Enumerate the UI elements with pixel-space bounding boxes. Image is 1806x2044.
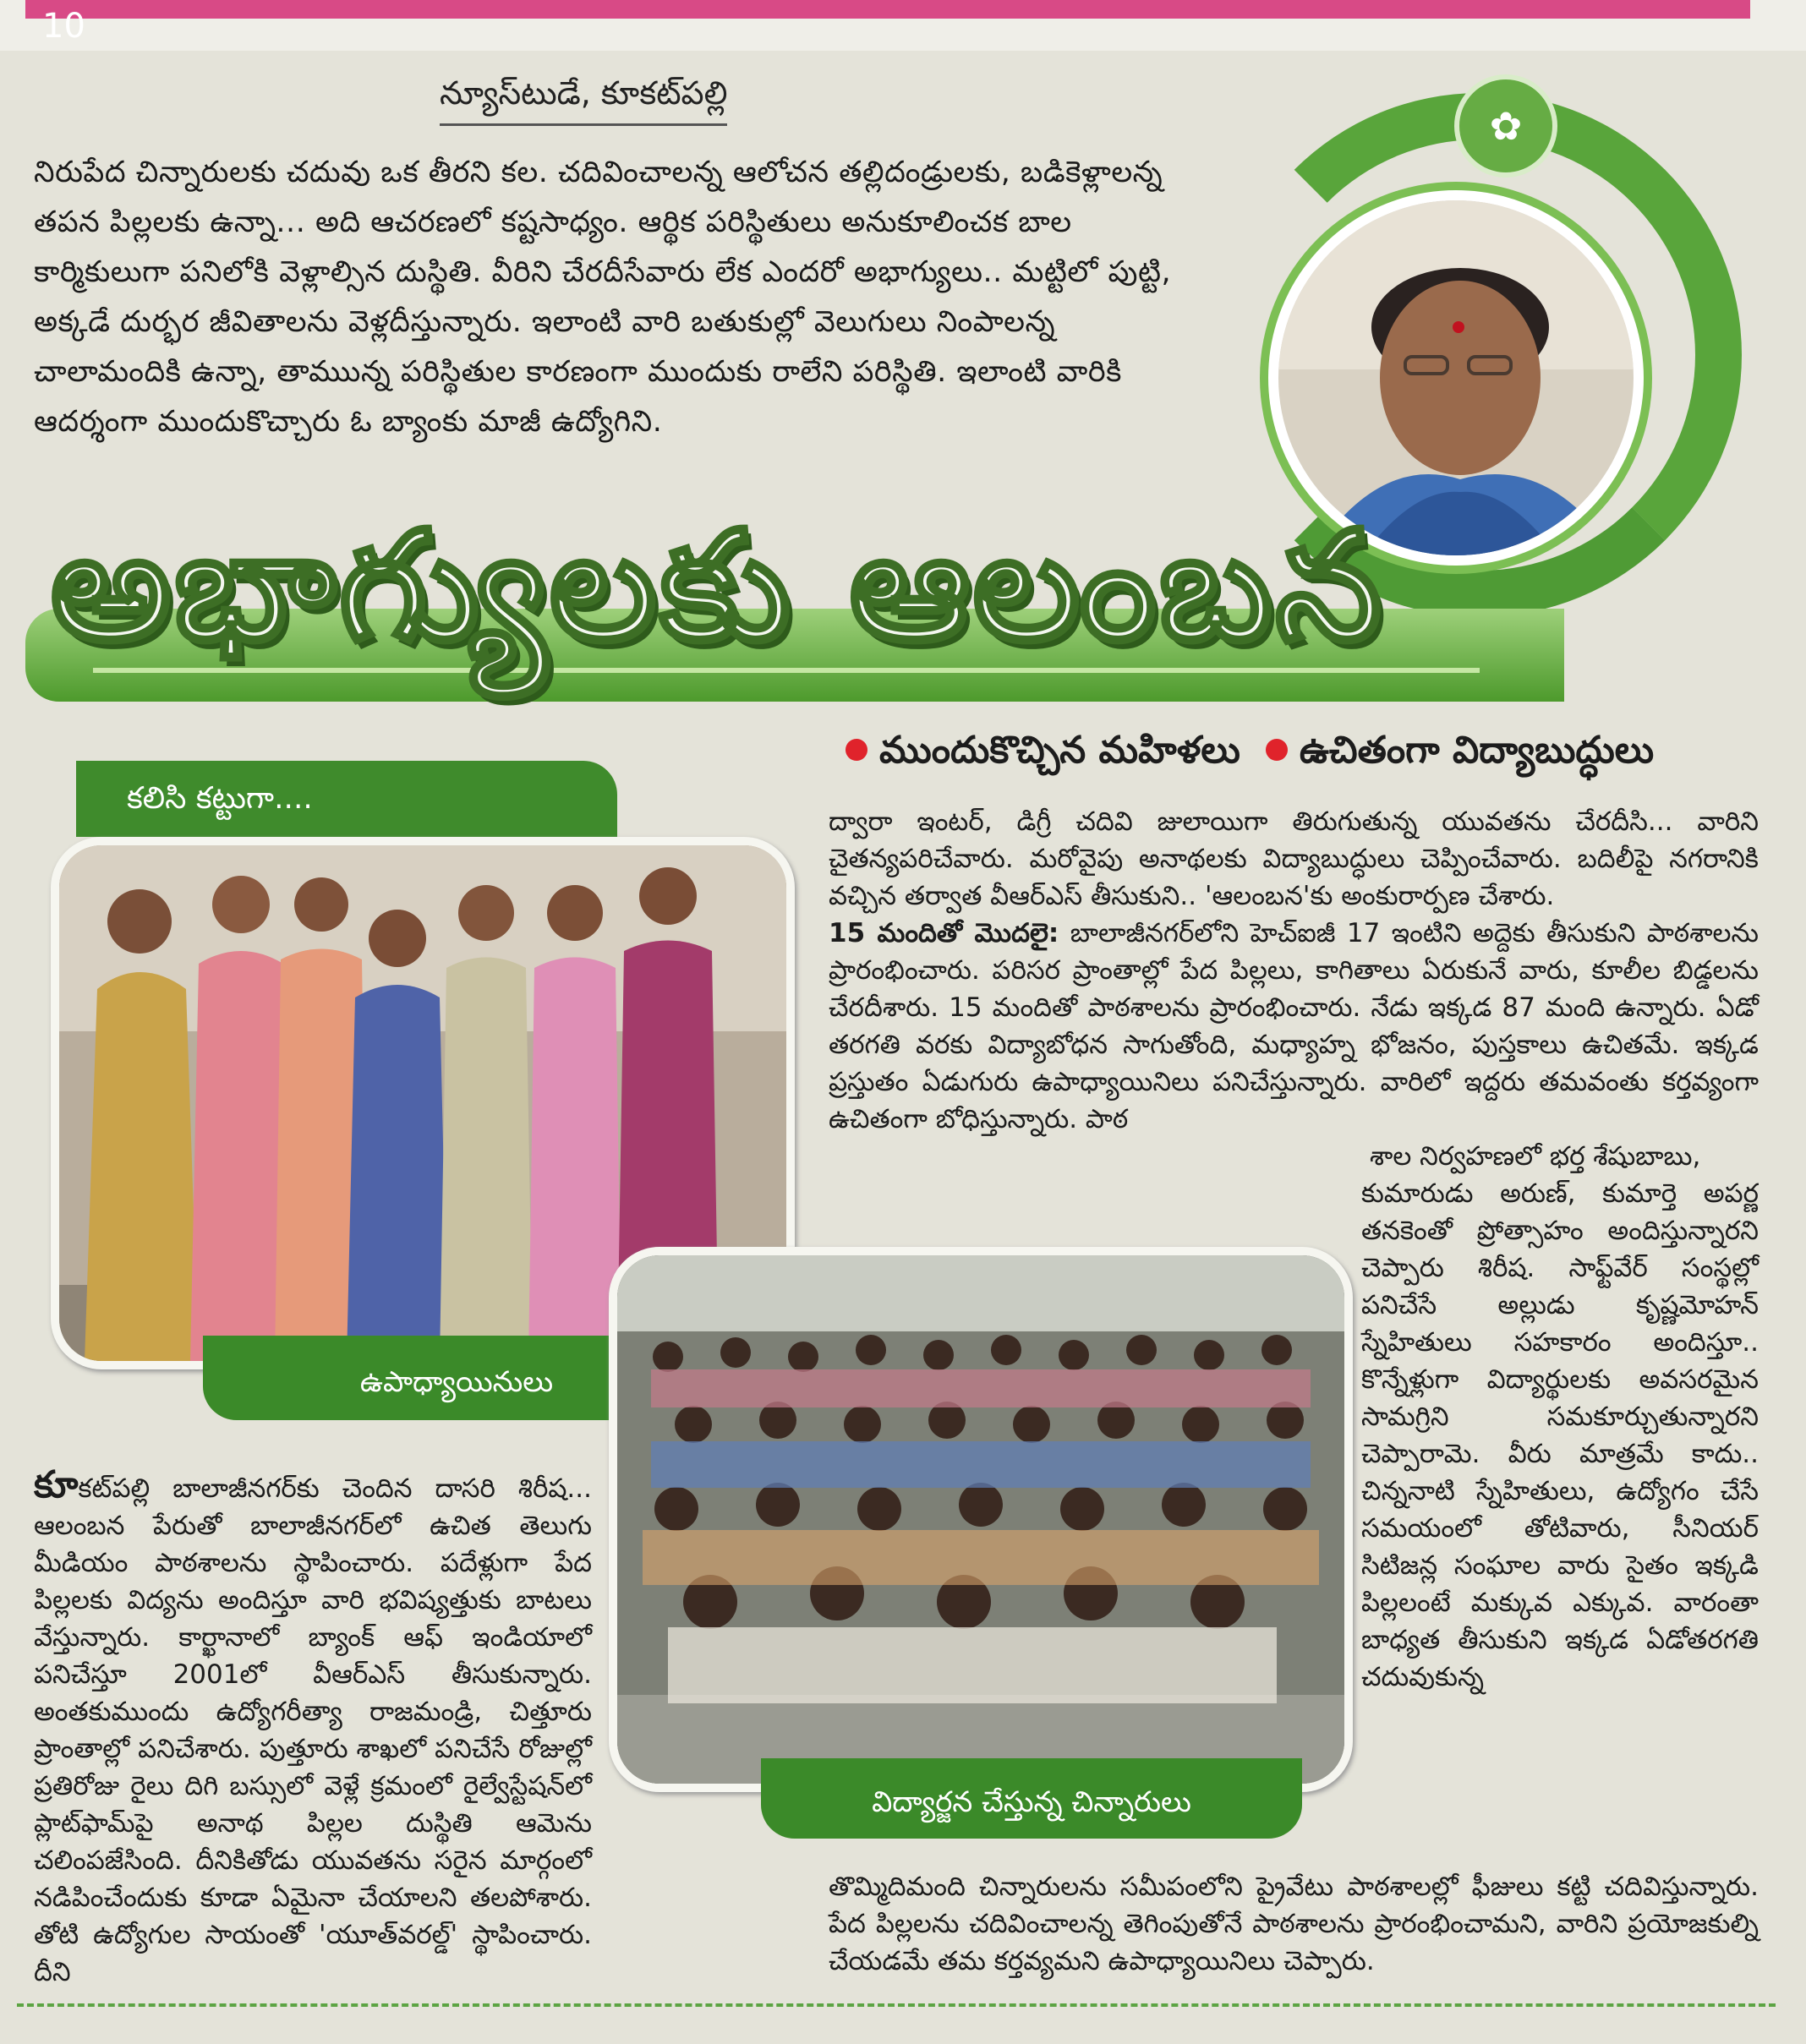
- photo2-caption: విద్యార్జన చేస్తున్న చిన్నారులు: [761, 1758, 1302, 1839]
- article-paragraph: కుమారుడు అరుణ్, కుమార్తె అపర్ణ తనకెంతో ప్రోత్సాహం అందిస్తున్నారని చెప్పారు శిరీష. సాఫ్ట్‌వేర్ సంస్థల్లో పనిచేసే అల్లుడు కృష్ణమోహన్ స్నేహితులు సహకారం అందిస్తూ.. కొన్నేళ్లుగా విద్యార్థులకు అవసరమైన సామగ్రిని సమకూర్చుతున్నారని చెప్పారామె. వీరు మాత్రమే కాదు.. చిన్ననాటి స్నేహితులు, ఉద్యోగం చేసే సమయంలో తోటివారు, సీనియర్ సిటిజన్ల సంఘాల వారు సైతం ఇక్కడి పిల్లలంటే మక్కువ ఎక్కువ. వారంతా బాధ్యత తీసుకుని ఇక్కడ ఏడోతరగతి చదువుకున్న: [1361, 1178, 1759, 1692]
- paragraph-body: బాలాజీనగర్‌లోని హెచ్‌ఐజీ 17 ఇంటిని అద్దెకు తీసుకుని పాఠశాలను ప్రారంభించారు. పరిసర ప్రాంతాల్లో పేద పిల్లలు, కాగితాలు ఏరుకునే వారు, కూలీల బిడ్డలను చేరదీశారు. 15 మందితో పాఠశాలను ప్రారంభించారు. నేడు ఇక్కడ 87 మంది ఉన్నారు. ఏడో తరగతి వరకు విద్యాబోధన సాగుతోంది, మధ్యాహ్న భోజనం, పుస్తకాలు ఉచితమే. ఇక్కడ ప్రస్తుతం ఏడుగురు ఉపాధ్యాయినిలు పనిచేస్తున్నారు. వారిలో ఇద్దరు తమవంతు కర్తవ్యంగా ఉచితంగా బోధిస్తున్నారు. పాఠ: [829, 918, 1759, 1134]
- bullet-1: ముందుకొచ్చిన మహిళలు: [879, 729, 1240, 772]
- article-paragraph: శాల నిర్వహణలో భర్త శేషుబాబు,: [1370, 1141, 1701, 1172]
- photo1-bottom-caption: ఉపాధ్యాయినులు: [203, 1336, 710, 1420]
- article-column-right: [829, 803, 1759, 1175]
- paragraph-body: కట్‌పల్లి బాలాజీనగర్‌కు చెందిన దాసరి శిరీష... ఆలంబన పేరుతో బాలాజీనగర్‌లో ఉచిత తెలుగు మీడియం పాఠశాలను స్థాపించారు. పదేళ్లుగా పేద పిల్లలకు విద్యను అందిస్తూ వారి భవిష్యత్తుకు బాటలు వేస్తున్నారు. కార్ఖానాలో బ్యాంక్ ఆఫ్ ఇండియాలో పనిచేస్తూ 2001లో వీఆర్‌ఎస్ తీసుకున్నారు. అంతకుముందు ఉద్యోగరీత్యా రాజమండ్రి, చిత్తూరు ప్రాంతాల్లో పనిచేశారు. పుత్తూరు శాఖలో పనిచేసే రోజుల్లో ప్రతిరోజు రైలు దిగి బస్సులో వెళ్లే క్రమంలో రైల్వేస్టేషన్‌లో ప్లాట్‌ఫామ్‌పై అనాథ పిల్లల దుస్థితి ఆమెను చలింపజేసింది. దీనికితోడు యువతను సరైన మార్గంలో నడిపించేందుకు కూడా ఏమైనా చేయాలని తలపోశారు. తోటి ఉద్యోగుల సాయంతో 'యూత్‌వరల్డ్' స్థాపించారు. దీని: [34, 1473, 592, 1987]
- subheadline-bullets: [846, 729, 1654, 781]
- headline: అభాగ్యులకు ఆలంబన: [51, 499, 1385, 674]
- section-logo-icon: ✿: [1454, 74, 1557, 178]
- red-bullet-icon: [846, 739, 867, 761]
- photo1-top-caption: కలిసి కట్టుగా....: [76, 761, 617, 837]
- page-number: 10: [42, 7, 85, 46]
- children-class-photo: [609, 1247, 1353, 1792]
- bottom-decorative-border: [17, 2003, 1776, 2032]
- article-paragraph: [829, 915, 1759, 1138]
- drop-cap: కూ: [34, 1463, 79, 1506]
- page-header-strip: [25, 0, 1750, 19]
- intro-paragraph: నిరుపేద చిన్నారులకు చదువు ఒక తీరని కల. చదివించాలన్న ఆలోచన తల్లిదండ్రులకు, బడికెళ్లాలన్న తపన పిల్లలకు ఉన్నా... అది ఆచరణలో కష్టసాధ్యం. ఆర్థిక పరిస్థితులు అనుకూలించక బాల కార్మికులుగా పనిలోకి వెళ్లాల్సిన దుస్థితి. వీరిని చేరదీసేవారు లేక ఎందరో అభాగ్యులు.. మట్టిలో పుట్టి, అక్కడే దుర్భర జీవితాలను వెళ్లదీస్తున్నారు. ఇలాంటి వారి బతుకుల్లో వెలుగులు నింపాలన్న చాలామందికి ఉన్నా, తాముున్న పరిస్థితుల కారణంగా ముందుకు రాలేని పరిస్థితి. ఇలాంటి వారికి ఆదర్శంగా ముందుకొచ్చారు ఓ బ్యాంకు మాజీ ఉద్యోగిని.: [34, 156, 1172, 439]
- dateline: న్యూస్‌టుడే, కూకట్‌పల్లి: [440, 74, 727, 126]
- article-paragraph: ద్వారా ఇంటర్, డిగ్రీ చదివి జులాయిగా తిరుగుతున్న యువతను చేరదీసి... వారిని చైతన్యపరిచేవారు. మరోవైపు అనాథలకు విద్యాబుద్ధులు చెప్పించేవారు. బదిలీపై నగరానికి వచ్చిన తర్వాత వీఆర్‌ఎస్ తీసుకుని.. 'ఆలంబన'కు అంకురార్పణ చేశారు.: [829, 806, 1759, 911]
- article-paragraph: తొమ్మిదిమంది చిన్నారులను సమీపంలోని ప్రైవేటు పాఠశాలల్లో ఫీజులు కట్టి చదివిస్తున్నారు. పేద పిల్లలను చదివించాలన్న తెగింపుతోనే పాఠశాలను ప్రారంభించామని, వారిని ప్రయోజకుల్ని చేయడమే తమ కర్తవ్యమని ఉపాధ్యాయినిలు చెప్పారు.: [829, 1872, 1759, 1976]
- paragraph-lead: 15 మందితో మొదలై:: [829, 918, 1059, 948]
- page-top-band: [0, 0, 1806, 51]
- bullet-2: ఉచితంగా విద్యాబుద్ధులు: [1299, 729, 1655, 772]
- article-paragraph: [34, 1463, 592, 1991]
- article-column-narrow: [1361, 1175, 1759, 1696]
- article-column-left: [34, 1463, 592, 1991]
- article-column-bottom: [829, 1868, 1759, 1980]
- children-class-image: [617, 1255, 1344, 1784]
- red-bullet-icon: [1266, 739, 1288, 761]
